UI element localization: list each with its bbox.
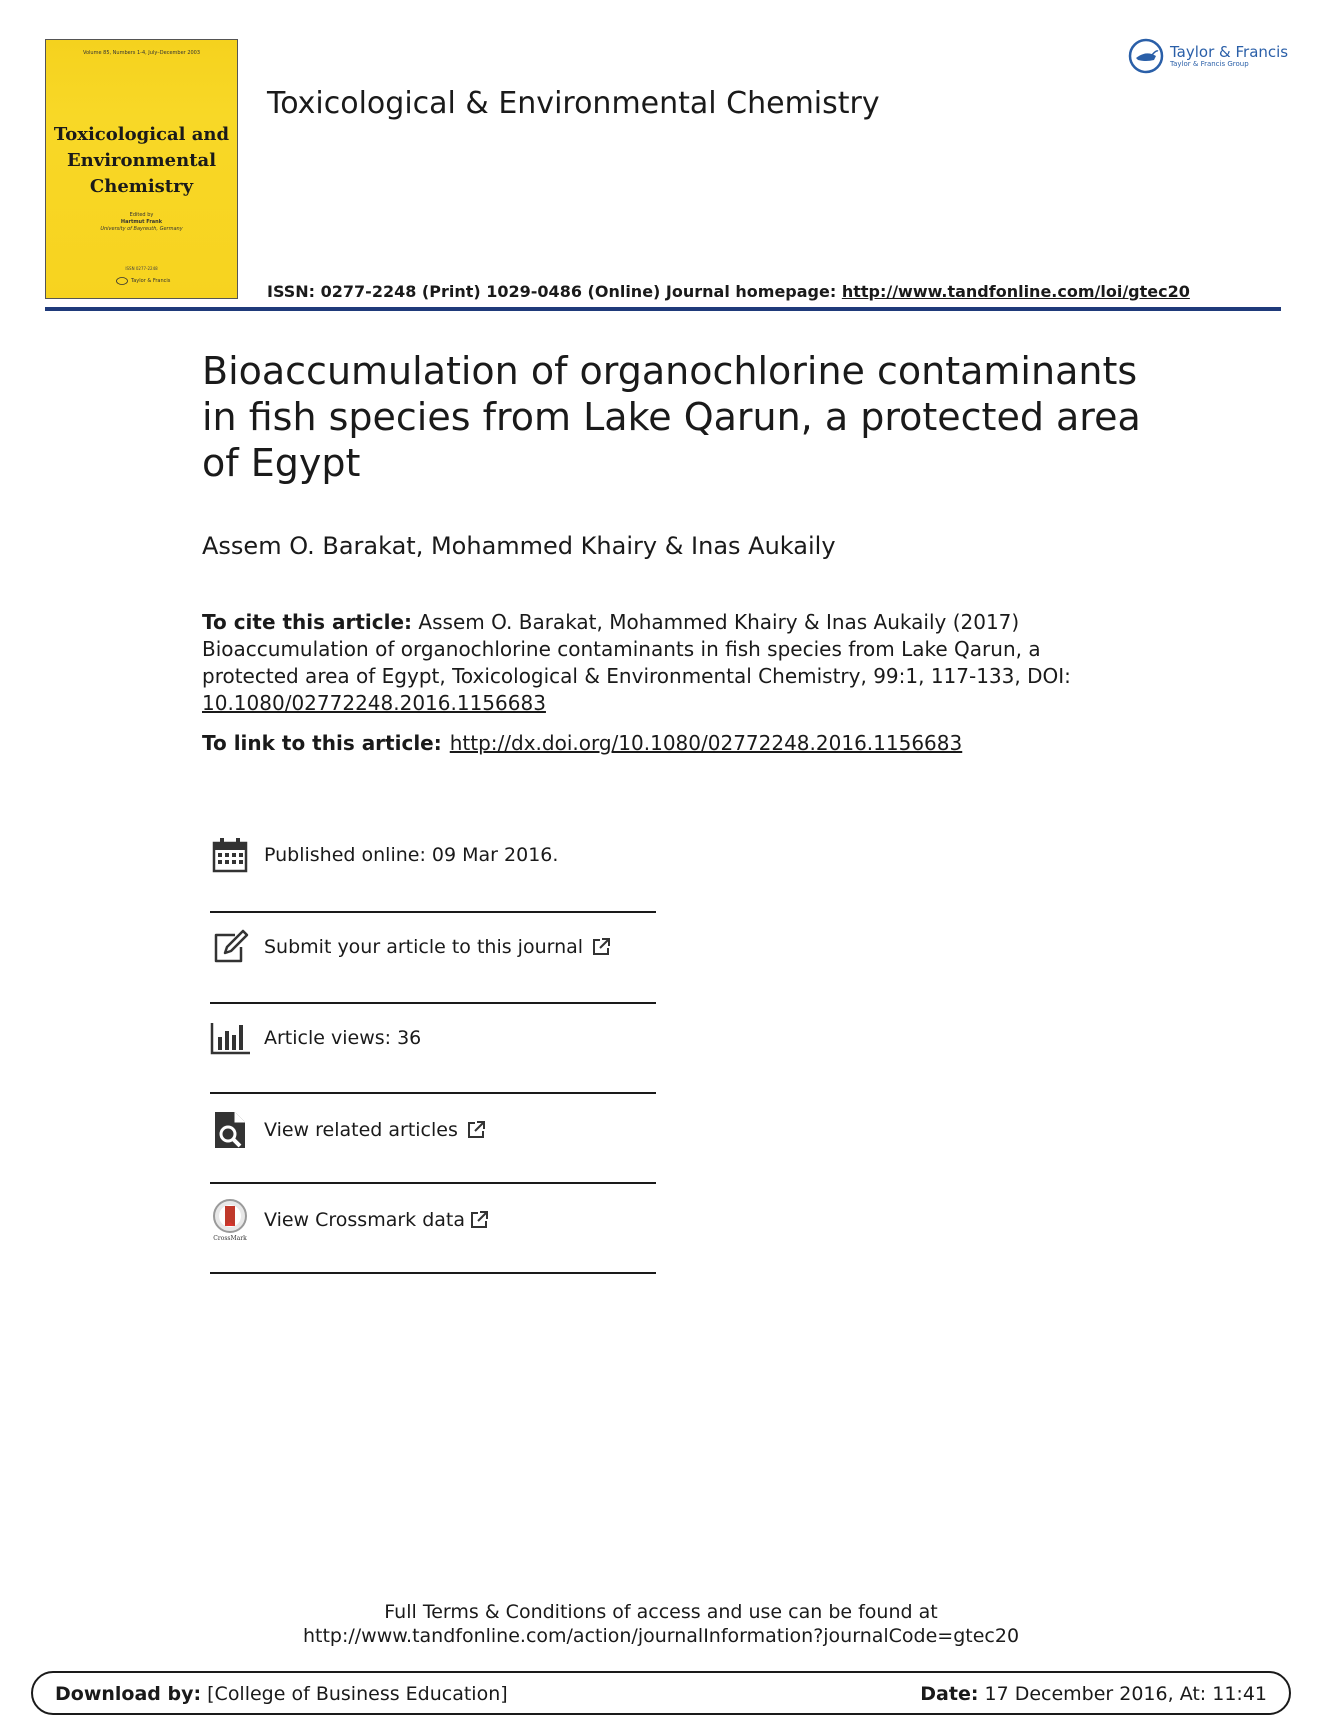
article-authors: Assem O. Barakat, Mohammed Khairy & Inas Aukaily bbox=[202, 532, 836, 560]
cover-editor-block bbox=[46, 212, 237, 233]
calendar-icon bbox=[210, 835, 250, 875]
publisher-lamp-icon bbox=[116, 277, 128, 285]
download-footer bbox=[31, 1671, 1291, 1715]
published-online-label: Published online: 09 Mar 2016. bbox=[264, 844, 559, 866]
cite-doi-link[interactable]: 10.1080/02772248.2016.1156683 bbox=[202, 691, 546, 715]
article-views-row bbox=[210, 1018, 656, 1058]
cover-issn: ISSN 0277-2248 bbox=[125, 266, 158, 271]
date-label: Date: bbox=[920, 1683, 979, 1705]
date-value: 17 December 2016, At: 11:41 bbox=[978, 1683, 1267, 1705]
header-divider bbox=[45, 307, 1281, 311]
issn-text: ISSN: 0277-2248 (Print) 1029-0486 (Online) Journal homepage: bbox=[267, 282, 842, 301]
crossmark-label[interactable]: View Crossmark data bbox=[264, 1209, 466, 1231]
cover-publisher: Taylor & Francis bbox=[131, 278, 171, 284]
external-link-icon bbox=[591, 937, 611, 957]
article-views-label: Article views: 36 bbox=[264, 1027, 422, 1049]
citation-block bbox=[202, 609, 1102, 717]
external-link-icon bbox=[466, 1120, 486, 1140]
crossmark-logo-text: CrossMark bbox=[213, 1235, 247, 1242]
edit-icon bbox=[210, 927, 250, 967]
issn-line bbox=[267, 282, 1190, 301]
info-divider bbox=[210, 1002, 656, 1004]
related-articles-label[interactable]: View related articles bbox=[264, 1119, 458, 1141]
journal-cover bbox=[45, 39, 238, 299]
download-value: [College of Business Education] bbox=[201, 1683, 508, 1705]
external-link-icon bbox=[469, 1210, 489, 1230]
related-articles-row[interactable] bbox=[210, 1110, 656, 1150]
taylor-francis-lamp-icon bbox=[1128, 38, 1164, 74]
cover-affiliation: University of Bayreuth, Germany bbox=[100, 226, 183, 232]
submit-article-row[interactable] bbox=[210, 927, 656, 967]
cover-publisher-logo bbox=[116, 277, 170, 285]
article-doi-link[interactable]: http://dx.doi.org/10.1080/02772248.2016.1156683 bbox=[449, 731, 963, 755]
article-link-line bbox=[202, 731, 962, 755]
document-search-icon bbox=[210, 1110, 250, 1150]
download-date bbox=[920, 1683, 1267, 1705]
cite-text: Assem O. Barakat, Mohammed Khairy & Inas Aukaily (2017) Bioaccumulation of organochlorine contaminants in fish species from Lake Qarun, a protected area of Egypt, Toxicological & Environmental Chemistry, 99:1, 117-133, DOI: bbox=[202, 610, 1071, 688]
cover-volume-line: Volume 85, Numbers 1-4, July–December 2003 bbox=[82, 50, 201, 56]
journal-name: Toxicological & Environmental Chemistry bbox=[267, 86, 880, 121]
submit-article-label[interactable]: Submit your article to this journal bbox=[264, 936, 584, 958]
journal-homepage-link[interactable]: http://www.tandfonline.com/loi/gtec20 bbox=[841, 282, 1190, 301]
publisher-logo-text bbox=[1170, 44, 1288, 68]
terms-url[interactable]: http://www.tandfonline.com/action/journalInformation?journalCode=gtec20 bbox=[302, 1625, 1020, 1647]
cover-edited-by: Edited by bbox=[129, 212, 154, 218]
info-divider bbox=[210, 1272, 656, 1274]
published-online-row bbox=[210, 835, 656, 875]
bar-chart-icon bbox=[210, 1018, 250, 1058]
logo-sub: Taylor & Francis Group bbox=[1170, 60, 1249, 68]
logo-name: Taylor & Francis bbox=[1170, 43, 1289, 61]
publisher-logo bbox=[1128, 38, 1288, 74]
crossmark-icon bbox=[210, 1200, 250, 1240]
cover-editor: Hartmut Frank bbox=[120, 219, 163, 225]
terms-notice bbox=[0, 1600, 1322, 1648]
crossmark-row[interactable] bbox=[210, 1200, 656, 1240]
link-label: To link to this article: bbox=[202, 731, 442, 755]
cover-title: Toxicological and Environmental Chemistry bbox=[53, 124, 230, 197]
download-by bbox=[55, 1683, 508, 1705]
terms-line-1: Full Terms & Conditions of access and use can be found at bbox=[384, 1601, 938, 1623]
article-title: Bioaccumulation of organochlorine contaminants in fish species from Lake Qarun, a protected area of Egypt bbox=[202, 349, 1141, 485]
cite-label: To cite this article: bbox=[202, 610, 413, 634]
download-label: Download by: bbox=[55, 1683, 202, 1705]
info-divider bbox=[210, 911, 656, 913]
info-divider bbox=[210, 1182, 656, 1184]
info-divider bbox=[210, 1092, 656, 1094]
